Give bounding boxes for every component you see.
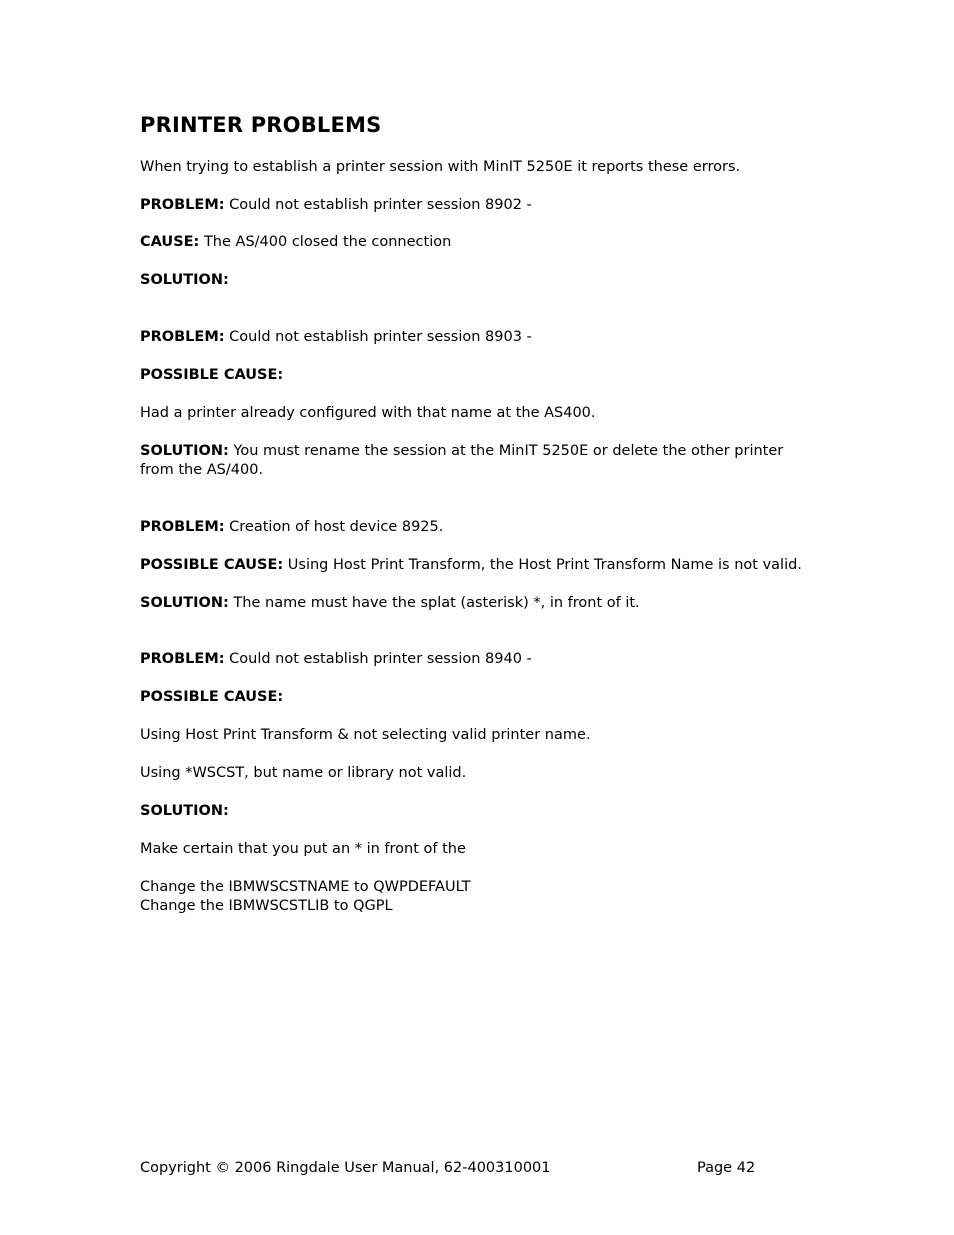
problem-text: Creation of host device 8925. xyxy=(224,519,444,535)
solution-label: SOLUTION: xyxy=(140,595,229,611)
problem-label: PROBLEM: xyxy=(140,519,225,535)
solution-text: You must rename the session at the MinIT 5250E or delete the other printer xyxy=(228,443,784,459)
solution-line-4 xyxy=(140,802,820,821)
solution-line-1 xyxy=(140,271,820,290)
intro-text: When trying to establish a printer session with MinIT 5250E it reports these errors. xyxy=(140,159,741,175)
cause-label: POSSIBLE CAUSE: xyxy=(140,689,284,705)
solution-line-3 xyxy=(140,594,820,613)
solution-line-2-cont: from the AS/400. xyxy=(140,462,264,478)
problem-line-1 xyxy=(140,196,820,215)
page-title: PRINTER PROBLEMS xyxy=(140,113,382,137)
solution-detail-4c: Change the IBMWSCSTLIB to QGPL xyxy=(140,898,393,914)
problem-text: Could not establish printer session 8902 - xyxy=(224,197,532,213)
footer-page-number: Page 42 xyxy=(697,1160,756,1176)
cause-line-1 xyxy=(140,233,820,252)
problem-label: PROBLEM: xyxy=(140,329,225,345)
problem-line-4 xyxy=(140,650,820,669)
problem-text: Could not establish printer session 8903 - xyxy=(224,329,532,345)
problem-text: Could not establish printer session 8940 - xyxy=(224,651,532,667)
cause-label: POSSIBLE CAUSE: xyxy=(140,557,284,573)
solution-text: The name must have the splat (asterisk) *, in front of it. xyxy=(228,595,640,611)
cause-text: Using Host Print Transform, the Host Print Transform Name is not valid. xyxy=(283,557,802,573)
problem-line-2 xyxy=(140,328,820,347)
cause-line-2 xyxy=(140,366,820,385)
solution-label: SOLUTION: xyxy=(140,803,229,819)
cause-detail-4a: Using Host Print Transform & not selecting valid printer name. xyxy=(140,727,591,743)
problem-label: PROBLEM: xyxy=(140,651,225,667)
problem-line-3 xyxy=(140,518,820,537)
solution-detail-4a: Make certain that you put an * in front of the xyxy=(140,841,466,857)
solution-detail-4b: Change the IBMWSCSTNAME to QWPDEFAULT xyxy=(140,879,471,895)
solution-line-2 xyxy=(140,442,820,461)
solution-label: SOLUTION: xyxy=(140,272,229,288)
problem-label: PROBLEM: xyxy=(140,197,225,213)
solution-label: SOLUTION: xyxy=(140,443,229,459)
cause-label: POSSIBLE CAUSE: xyxy=(140,367,284,383)
footer-copyright: Copyright © 2006 Ringdale User Manual, 62-400310001 xyxy=(140,1160,551,1176)
cause-detail-4b: Using *WSCST, but name or library not valid. xyxy=(140,765,467,781)
cause-line-4 xyxy=(140,688,820,707)
cause-line-3 xyxy=(140,556,820,575)
cause-text: The AS/400 closed the connection xyxy=(199,234,452,250)
cause-label: CAUSE: xyxy=(140,234,200,250)
cause-detail-2: Had a printer already configured with that name at the AS400. xyxy=(140,405,596,421)
